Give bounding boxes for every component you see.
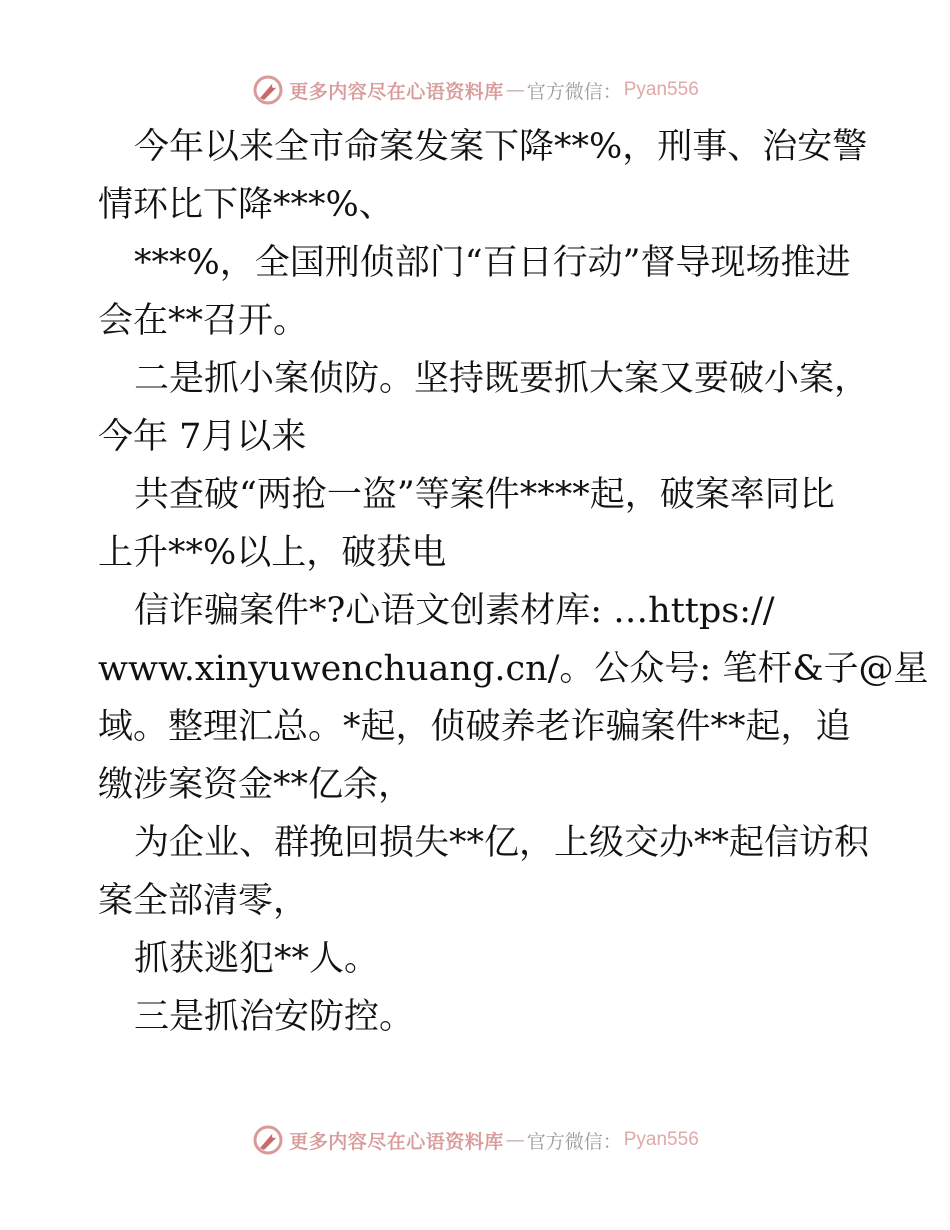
text-line: 为企业、群挽回损失**亿，上级交办**起信访积 [134,823,870,863]
header-watermark-banner [0,70,950,110]
text-line: 共查破“两抢一盗”等案件****起，破案率同比 [134,475,835,515]
banner-sub-text: 官方微信： [526,80,622,103]
text-line: 信诈骗案件*?心语文创素材库: …https:// [134,591,775,631]
banner-main-text: 更多内容尽在心语资料库 [289,80,504,103]
banner-dash: — [505,1129,525,1151]
text-line: 今年以来全市命案发案下降**%，刑事、治安警 [134,127,868,167]
banner-dash: — [505,79,525,101]
text-line: 情环比下降***%、 [98,185,394,225]
text-line: 案全部清零， [98,881,309,921]
text-line: 二是抓小案侦防。坚持既要抓大案又要破小案， [134,359,870,399]
text-line: 三是抓治安防控。 [134,997,415,1037]
text-line: 今年 7月以来 [98,417,307,457]
banner-sub-text: 官方微信： [526,1130,622,1153]
text-line: 上升**%以上，破获电 [98,533,447,573]
text-line: 缴涉案资金**亿余， [98,765,414,805]
text-line: 会在**召开。 [98,301,309,341]
footer-watermark-banner [0,1120,950,1160]
banner-wechat-id: Pyan556 [623,1129,699,1150]
pen-nib-logo-icon [251,1123,285,1157]
text-line: 域。整理汇总。*起，侦破养老诈骗案件**起，追 [98,707,851,747]
text-line: 抓获逃犯**人。 [134,939,380,979]
document-body [98,118,929,1046]
pen-nib-logo-icon [251,73,285,107]
text-line: ***%，全国刑侦部门“百日行动”督导现场推进 [134,243,851,283]
banner-wechat-id: Pyan556 [623,79,699,100]
banner-main-text: 更多内容尽在心语资料库 [289,1130,504,1153]
text-line: www.xinyuwenchuang.cn/。公众号: 笔杆&子@星 [98,649,929,689]
